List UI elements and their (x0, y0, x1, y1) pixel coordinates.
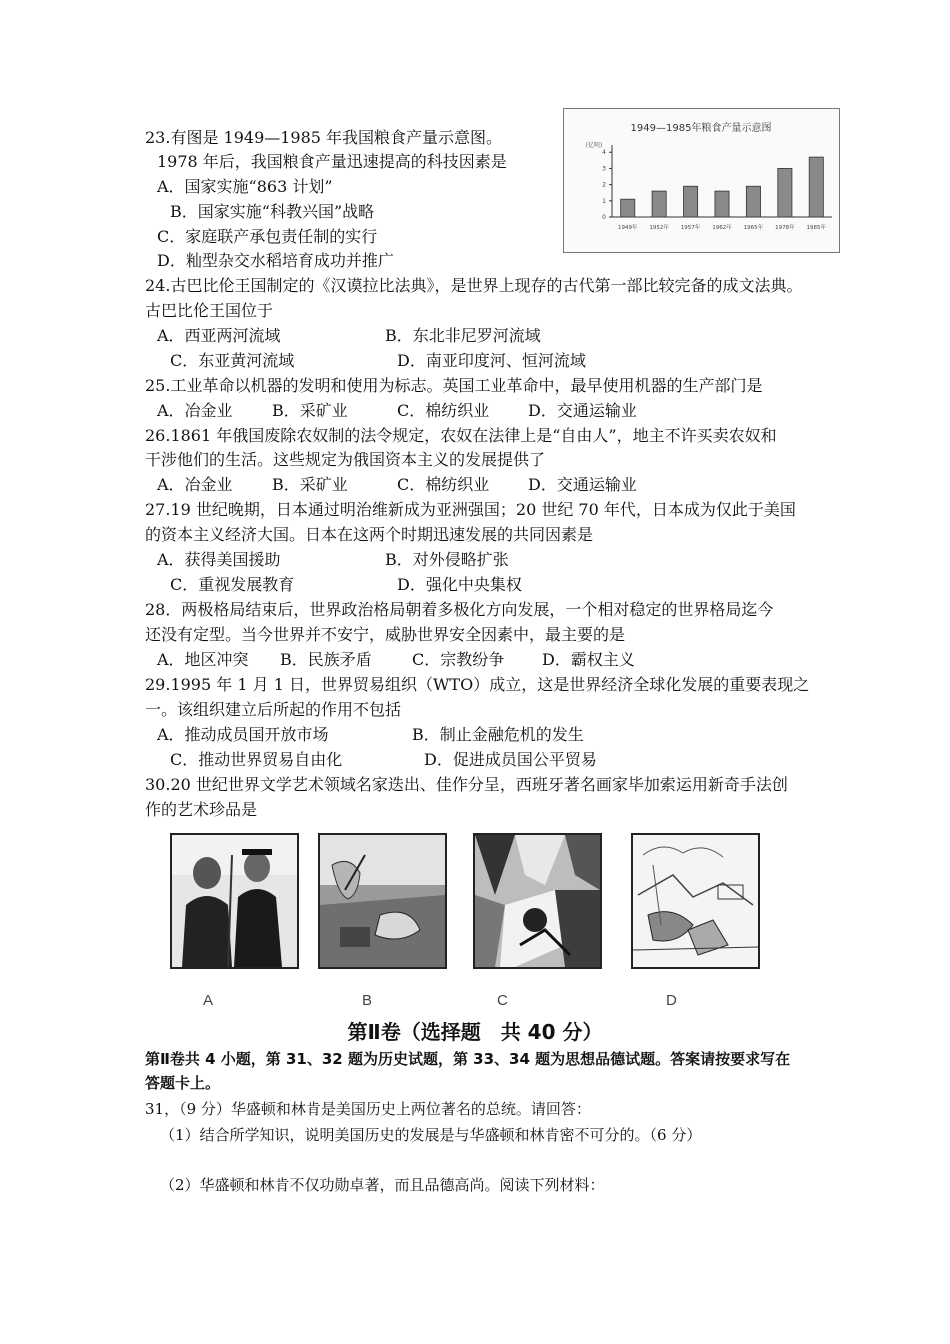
chart-x-tick-label: 1978年 (775, 225, 795, 231)
q28-option-a: A．地区冲突 (157, 650, 249, 669)
q24-option-d: D．南亚印度河、恒河流域 (397, 351, 586, 370)
artwork-a-label: A (203, 992, 214, 1009)
q23-stem: 23.有图是 1949—1985 年我国粮食产量示意图。 (145, 128, 503, 147)
chart-y-tick-label: 1 (602, 197, 606, 205)
chart-x-tick-label: 1985年 (806, 225, 827, 231)
q26-stem: 26.1861 年俄国废除农奴制的法令规定，农奴在法律上是“自由人”，地主不许买卖农奴和 (145, 426, 777, 445)
chart-y-tick-label: 2 (602, 181, 606, 189)
q31-sub1: （1）结合所学知识，说明美国历史的发展是与华盛顿和林肯密不可分的。（6 分） (160, 1126, 702, 1144)
q28-stem2: 还没有定型。当今世界并不安宁，威胁世界安全因素中，最主要的是 (145, 625, 626, 644)
q24-option-b: B．东北非尼罗河流域 (385, 326, 541, 345)
chart-bar (746, 186, 760, 217)
q25-stem: 25.工业革命以机器的发明和使用为标志。英国工业革命中，最早使用机器的生产部门是 (145, 376, 763, 395)
q24-stem2: 古巴比伦王国位于 (145, 301, 274, 320)
q28-option-c: C．宗教纷争 (412, 650, 505, 669)
q29-option-b: B．制止金融危机的发生 (412, 725, 584, 744)
q28-option-b: B．民族矛盾 (280, 650, 372, 669)
q29-stem2: 一。该组织建立后所起的作用不包括 (145, 700, 402, 719)
q31-sub2: （2）华盛顿和林肯不仅功勋卓著，而且品德高尚。阅读下列材料： (160, 1176, 605, 1194)
artwork-c-image (473, 833, 602, 969)
q26-option-a: A．冶金业 (157, 475, 233, 494)
chart-bar (715, 191, 729, 217)
chart-x-tick-label: 1962年 (712, 225, 732, 231)
grain-output-chart (563, 108, 840, 253)
q25-option-d: D．交通运输业 (528, 401, 637, 420)
q27-option-a: A．获得美国援助 (157, 550, 281, 569)
q30-stem2: 作的艺术珍品是 (145, 800, 258, 819)
q23-option-a: A．国家实施“863 计划” (157, 177, 333, 196)
q28-option-d: D．霸权主义 (542, 650, 635, 669)
chart-y-tick-label: 0 (602, 214, 606, 221)
q23-option-c: C．家庭联产承包责任制的实行 (157, 227, 378, 246)
q28-stem: 28．两极格局结束后，世界政治格局朝着多极化方向发展，一个相对稳定的世界格局迄今 (145, 600, 774, 619)
q30-stem: 30.20 世纪世界文学艺术领域名家迭出、佳作分呈，西班牙著名画家毕加索运用新奇手法创 (145, 775, 788, 794)
part2-note-line2: 答题卡上。 (145, 1074, 221, 1092)
q26-option-c: C．棉纺织业 (397, 475, 490, 494)
chart-y-tick-label: 4 (602, 149, 606, 157)
chart-x-tick-label: 1949年 (617, 225, 638, 231)
artwork-a-image (170, 833, 299, 969)
q27-option-c: C．重视发展教育 (170, 575, 295, 594)
chart-ylabel: (亿吨) (585, 142, 603, 149)
q31-stem: 31，（9 分）华盛顿和林肯是美国历史上两位著名的总统。请回答： (145, 1100, 591, 1118)
chart-bar (621, 199, 635, 217)
chart-x-tick-label: 1952年 (649, 225, 669, 231)
q27-stem2: 的资本主义经济大国。日本在这两个时期迅速发展的共同因素是 (145, 525, 594, 544)
artwork-c-label: C (497, 992, 508, 1009)
q26-option-d: D．交通运输业 (528, 475, 637, 494)
chart-title: 1949—1985年粮食产量示意图 (630, 123, 772, 134)
artwork-b-label: B (362, 992, 373, 1009)
part2-note-line1: 第Ⅱ卷共 4 小题，第 31、32 题为历史试题，第 33、34 题为思想品德试题。答案请按要求写在 (145, 1050, 791, 1068)
q25-option-c: C．棉纺织业 (397, 401, 490, 420)
q27-option-b: B．对外侵略扩张 (385, 550, 509, 569)
part2-title: 第Ⅱ卷（选择题 共 40 分） (347, 1020, 603, 1044)
q29-option-d: D．促进成员国公平贸易 (424, 750, 597, 769)
q29-option-c: C．推动世界贸易自由化 (170, 750, 343, 769)
q25-option-a: A．冶金业 (157, 401, 233, 420)
q24-stem: 24.古巴比伦王国制定的《汉谟拉比法典》，是世界上现存的古代第一部比较完备的成文法典。 (145, 276, 803, 295)
q27-stem: 27.19 世纪晚期，日本通过明治维新成为亚洲强国；20 世纪 70 年代，日本成为仅此于美国 (145, 500, 796, 519)
q26-stem2: 干涉他们的生活。这些规定为俄国资本主义的发展提供了 (145, 450, 546, 469)
q24-option-c: C．东亚黄河流域 (170, 351, 295, 370)
chart-bar (778, 168, 792, 217)
q24-option-a: A．西亚两河流域 (157, 326, 281, 345)
artwork-d-image (631, 833, 760, 969)
artwork-b-image (318, 833, 447, 969)
artwork-d-label: D (666, 992, 677, 1009)
q29-stem: 29.1995 年 1 月 1 日，世界贸易组织（WTO）成立，这是世界经济全球化发展的重要表现之 (145, 675, 810, 694)
chart-y-tick-label: 3 (602, 165, 606, 173)
chart-bar (652, 191, 666, 217)
chart-bar (684, 186, 698, 217)
chart-x-tick-label: 1957年 (680, 225, 701, 231)
q23-option-d: D．籼型杂交水稻培育成功并推广 (157, 251, 394, 270)
chart-bar (809, 157, 823, 217)
q25-option-b: B．采矿业 (272, 401, 348, 420)
q27-option-d: D．强化中央集权 (397, 575, 522, 594)
q26-option-b: B．采矿业 (272, 475, 348, 494)
q23-stem2: 1978 年后，我国粮食产量迅速提高的科技因素是 (157, 152, 507, 171)
q29-option-a: A．推动成员国开放市场 (157, 725, 329, 744)
grain-output-chart-svg (564, 109, 839, 252)
chart-x-tick-label: 1965年 (743, 225, 764, 231)
q23-option-b: B．国家实施“科教兴国”战略 (170, 202, 375, 221)
